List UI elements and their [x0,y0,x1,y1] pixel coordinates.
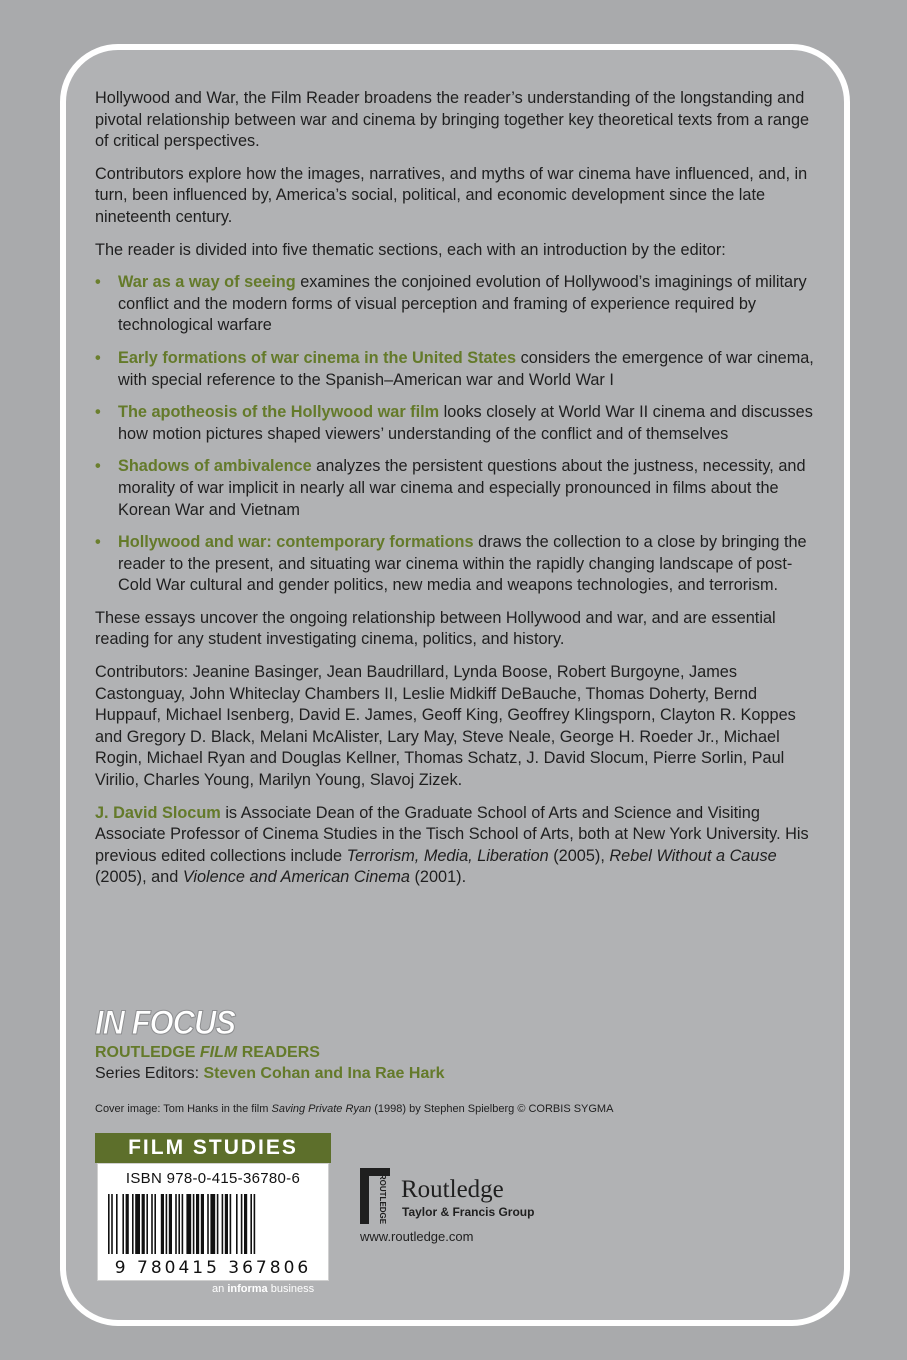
section-text: analyzes the persistent questions about the justness, necessity, and morality of war implicit in nearly all war cinema and especially pronounced in films about the Korean War and Vietnam [118,457,806,519]
section-item [95,532,815,597]
section-title: Shadows of ambivalence [118,457,312,476]
barcode-bar [196,1194,199,1254]
section-list [95,272,815,597]
series-name-part: READERS [241,1044,320,1061]
barcode-bar [222,1194,224,1254]
section-title: The apotheosis of the Hollywood war film [118,403,440,422]
intro-paragraph: Contributors explore how the images, narratives, and myths of war cinema have influenced, and, in turn, been influenced by, America’s social, political, and economic development since the late nineteenth century. [95,164,808,226]
section-text: considers the emergence of war cinema, with special reference to the Spanish–American war and World War I [118,348,814,389]
barcode-bar [201,1194,204,1254]
barcode-bar [182,1194,184,1254]
barcode-bar [250,1194,252,1254]
barcode-bar [161,1194,164,1254]
publisher-group: Taylor & Francis Group [402,1205,535,1219]
barcode-bar [116,1194,118,1254]
barcode-bar [108,1194,110,1254]
isbn: ISBN 978-0-415-36780-6 [125,1170,301,1187]
informa-brand: informa [227,1283,268,1295]
series-name-part: FILM [199,1044,238,1061]
barcode-bar [154,1194,156,1254]
series-editors [95,1065,444,1083]
closing-paragraph: These essays uncover the ongoing relationship between Hollywood and war, and are essential reading for any student investigating cinema, politics, and history. [95,608,776,649]
barcode-bar [207,1194,209,1254]
series-name [95,1044,320,1062]
barcode-bar [217,1194,219,1254]
bio-text: (2001). [414,868,467,887]
section-text: examines the conjoined evolution of Hollywood’s imaginings of military conflict and the modern forms of visual perception and framing of experience required by technological warfare [118,273,807,335]
publisher-name: Routledge [401,1176,504,1203]
barcode-bar [126,1194,129,1254]
editor-bio [95,803,815,889]
barcode-bar [142,1194,145,1254]
book-title: Terrorism, Media, Liberation [346,846,549,865]
cover-credit [95,1103,613,1115]
barcode [108,1194,318,1254]
intro-paragraph: The reader is divided into five thematic sections, each with an introduction by the editor: [95,240,726,259]
in-focus-logo: IN FOCUS [95,1003,236,1042]
section-item [95,402,815,445]
bio-text: (2005), and [95,868,179,887]
section-title: Hollywood and war: contemporary formations [118,533,474,552]
publisher-url[interactable]: www.routledge.com [360,1229,474,1244]
barcode-bar [169,1194,172,1254]
book-title: Rebel Without a Cause [609,846,777,865]
informa-tagline [212,1283,314,1295]
section-title: Early formations of war cinema in the United States [118,348,517,367]
barcode-bar [146,1194,148,1254]
barcode-bar [225,1194,228,1254]
barcode-bar [186,1194,191,1254]
routledge-logo-text: ROUTLEDGE [378,1173,387,1225]
barcode-bar [230,1194,232,1254]
section-item [95,456,815,521]
ean-digits: 9 780415 367806 [114,1258,312,1278]
cover-credit-text: (1998) by Stephen Spielberg © CORBIS SYGMA [374,1103,614,1115]
informa-text: an [212,1283,225,1295]
subject-label: FILM STUDIES [95,1133,331,1163]
barcode-bar [132,1194,134,1254]
bio-text: (2005), [553,846,605,865]
barcode-bar [122,1194,124,1254]
barcode-bar [178,1194,180,1254]
cover-credit-text: Cover image: Tom Hanks in the film [95,1103,269,1115]
bio-text: is Associate Dean of the Graduate School of Arts and Science and Visiting Associate Professor of Cinema Studies in the Tisch School of Arts, both at New York University. His previous edited collections include [95,803,809,865]
barcode-bar [135,1194,140,1254]
section-item [95,348,815,391]
series-editors-names: Steven Cohan and Ina Rae Hark [203,1065,445,1082]
barcode-bar [193,1194,195,1254]
barcode-bar [210,1194,215,1254]
section-item [95,272,815,337]
section-text: draws the collection to a close by bringing the reader to the present, and situating war cinema within the rapidly changing landscape of post-Cold War cultural and gender politics, new media and weapons technologies, and terrorism. [118,533,807,595]
blurb [95,88,815,900]
barcode-bar [241,1194,243,1254]
editor-name: J. David Slocum [95,803,221,822]
barcode-bar [236,1194,238,1254]
cover-credit-film: Saving Private Ryan [271,1103,372,1115]
section-title: War as a way of seeing [118,273,296,292]
barcode-bar [244,1194,247,1254]
series-editors-label: Series Editors: [95,1065,200,1082]
intro-paragraph: Hollywood and War, the Film Reader broadens the reader’s understanding of the longstanding and pivotal relationship between war and cinema by bringing together key theoretical texts from a range of critical perspectives. [95,89,810,151]
barcode-bar [166,1194,168,1254]
barcode-panel [97,1163,329,1281]
series-name-part: ROUTLEDGE [95,1044,196,1061]
informa-text: business [270,1283,315,1295]
section-text: looks closely at World War II cinema and discusses how motion pictures shaped viewers’ understanding of the conflict and of themselves [118,403,813,443]
contributors-paragraph: Contributors: Jeanine Basinger, Jean Baudrillard, Lynda Boose, Robert Burgoyne, James Castonguay, John Whiteclay Chambers II, Leslie Midkiff DeBauche, Thomas Doherty, Bernd Huppauf, Michael Isenberg, David E. James, Geoff King, Geoffrey Klingsporn, Clayton R. Koppes and Gregory D. Black, Melani McAlister, Lary May, Steve Neale, George H. Roeder Jr., Michael Rogin, Michael Ryan and Douglas Kellner, Thomas Schatz, J. David Slocum, Pierre Sorlin, Paul Virilio, Charles Young, Marilyn Young, Slavoj Zizek. [95,663,796,790]
barcode-bar [254,1194,256,1254]
barcode-bar [111,1194,113,1254]
barcode-bar [151,1194,153,1254]
routledge-logo-icon [358,1167,394,1225]
book-title: Violence and American Cinema [182,868,410,887]
barcode-bar [175,1194,177,1254]
